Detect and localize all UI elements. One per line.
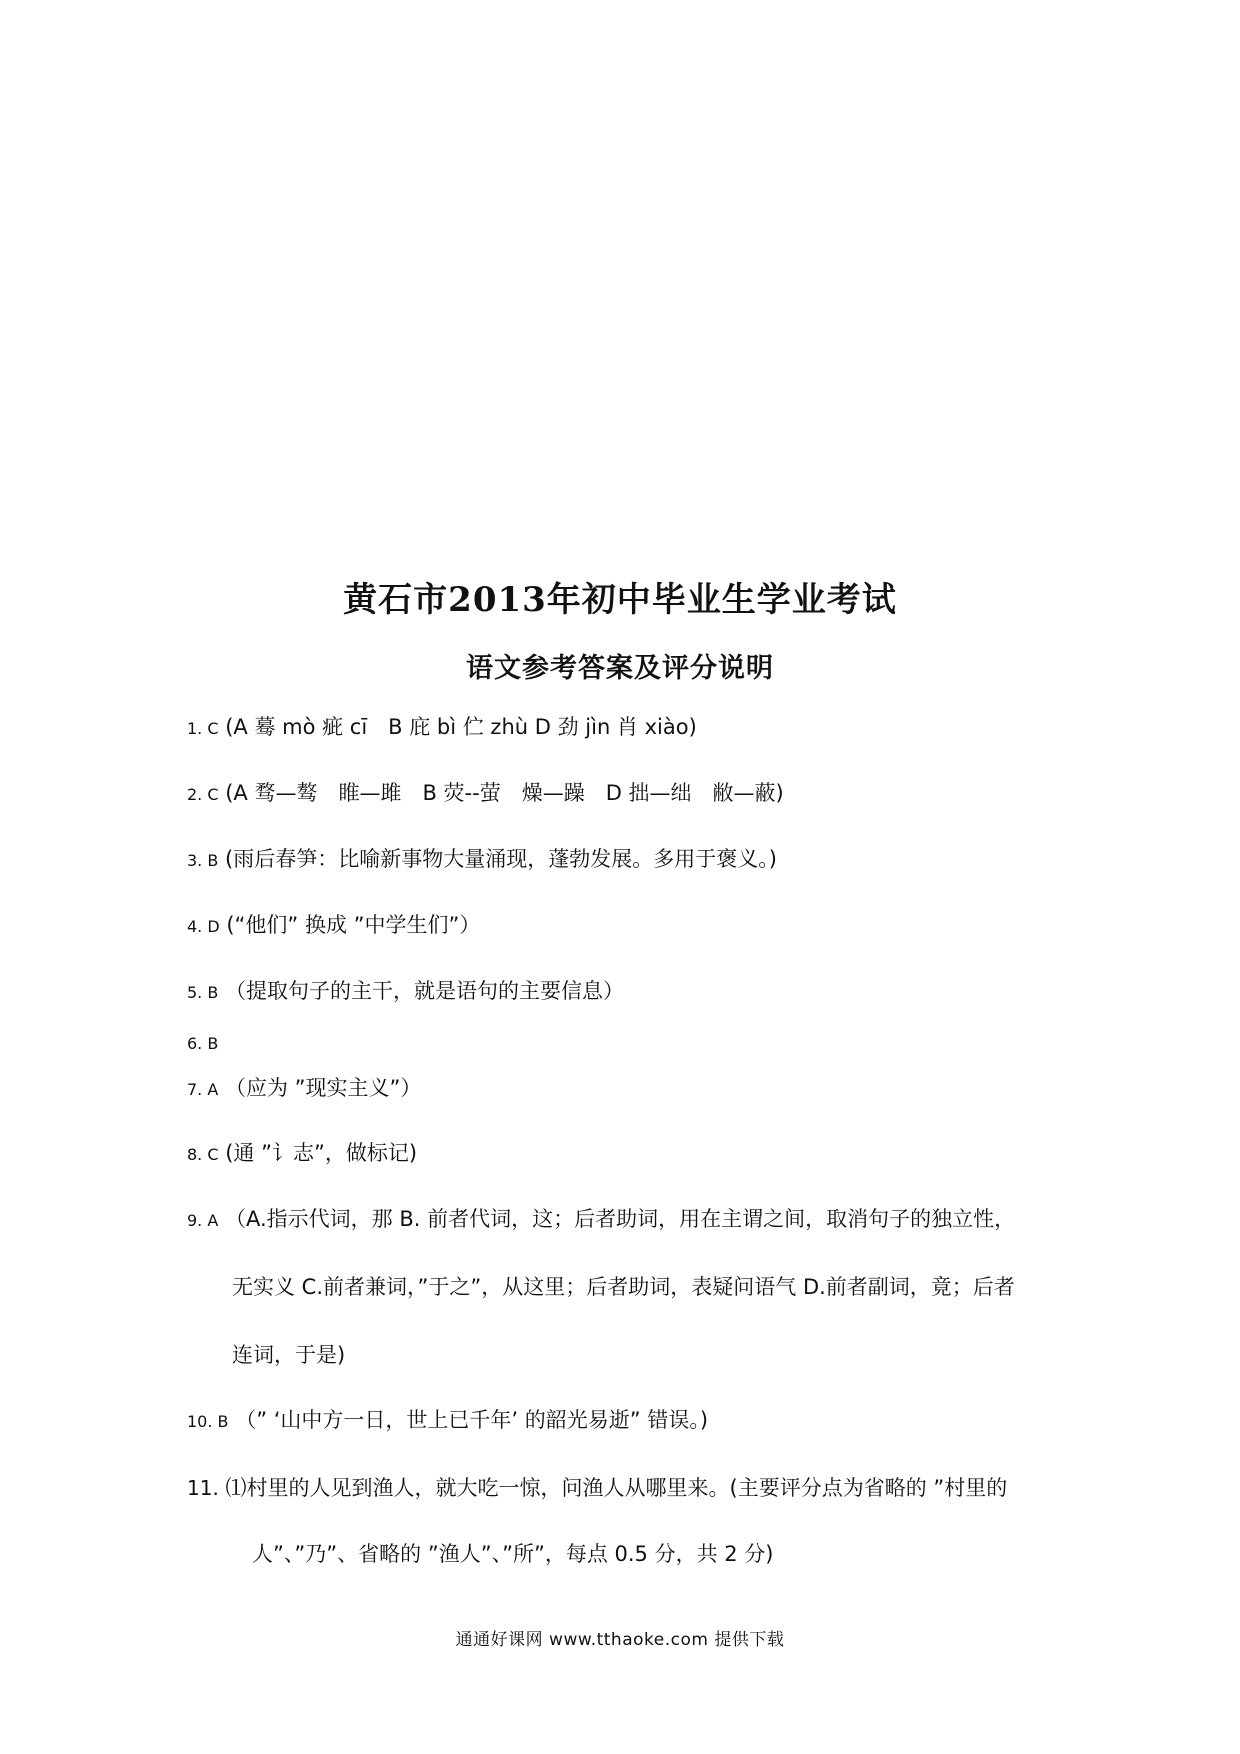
answer-text: 无实义 C.前者兼词，”于之”，从这里；后者助词，表疑问语气 D.前者副词，竟；后者 [232,1275,1015,1299]
answer-2 [187,783,784,804]
answer-text: （提取句子的主干，就是语句的主要信息） [225,979,625,1003]
answer-text: 连词，于是) [232,1343,346,1367]
answer-text: 人”、”乃”、省略的 ”渔人”、”所”，每点 0.5 分，共 2 分) [252,1542,774,1566]
answer-number: 6. B [187,1034,219,1053]
answer-text: （” ‘山中方一日，世上已千年’ 的韶光易逝” 错误。) [235,1408,709,1432]
answer-9 [187,1209,1015,1230]
page-footer: 通通好课网 www.tthaoke.com 提供下载 [455,1630,785,1650]
answer-text: ⑴村里的人见到渔人，就大吃一惊，问渔人从哪里来。(主要评分点为省略的 ”村里的 [225,1476,1008,1500]
document-title: 黄石市2013年初中毕业生学业考试 [343,580,897,620]
answer-5 [187,981,624,1002]
answer-text: （应为 ”现实主义”） [224,1076,422,1100]
answer-number: 4. D [187,917,220,936]
answer-4 [187,915,480,936]
answer-8 [187,1143,417,1164]
document-subtitle: 语文参考答案及评分说明 [466,653,774,684]
answer-7 [187,1078,421,1099]
answer-10 [187,1410,708,1431]
answer-text: (“他们” 换成 ”中学生们”） [226,913,481,937]
answer-number: 5. B [187,983,219,1002]
answer-number: 11. [187,1476,219,1500]
answer-11 [187,1478,1007,1499]
answer-text: (A 骛—骜 睢—雎 B 荧--萤 燥—躁 D 拙—绌 敝—蔽) [225,781,784,805]
answer-number: 9. A [187,1211,219,1230]
answer-1 [187,717,697,738]
answer-number: 1. C [187,719,219,738]
answer-text: （A.指示代词，那 B. 前者代词，这；后者助词，用在主谓之间，取消句子的独立性， [224,1207,1016,1231]
answer-11-continued [252,1544,773,1565]
answer-9-continued [232,1345,345,1366]
answer-number: 2. C [187,785,219,804]
answer-text: (通 ”讠志”，做标记) [225,1141,418,1165]
answer-number: 10. B [187,1412,229,1431]
answer-number: 8. C [187,1145,219,1164]
answer-9-continued [232,1277,1015,1298]
answer-number: 7. A [187,1080,219,1099]
answer-text: (A 蓦 mò 疵 cī B 庇 bì 伫 zhù D 劲 jìn 肖 xiào) [225,715,697,739]
answer-number: 3. B [187,851,219,870]
answer-text: (雨后春笋：比喻新事物大量涌现，蓬勃发展。多用于褒义。) [225,847,777,871]
answer-3 [187,849,777,870]
answer-6 [187,1032,218,1053]
